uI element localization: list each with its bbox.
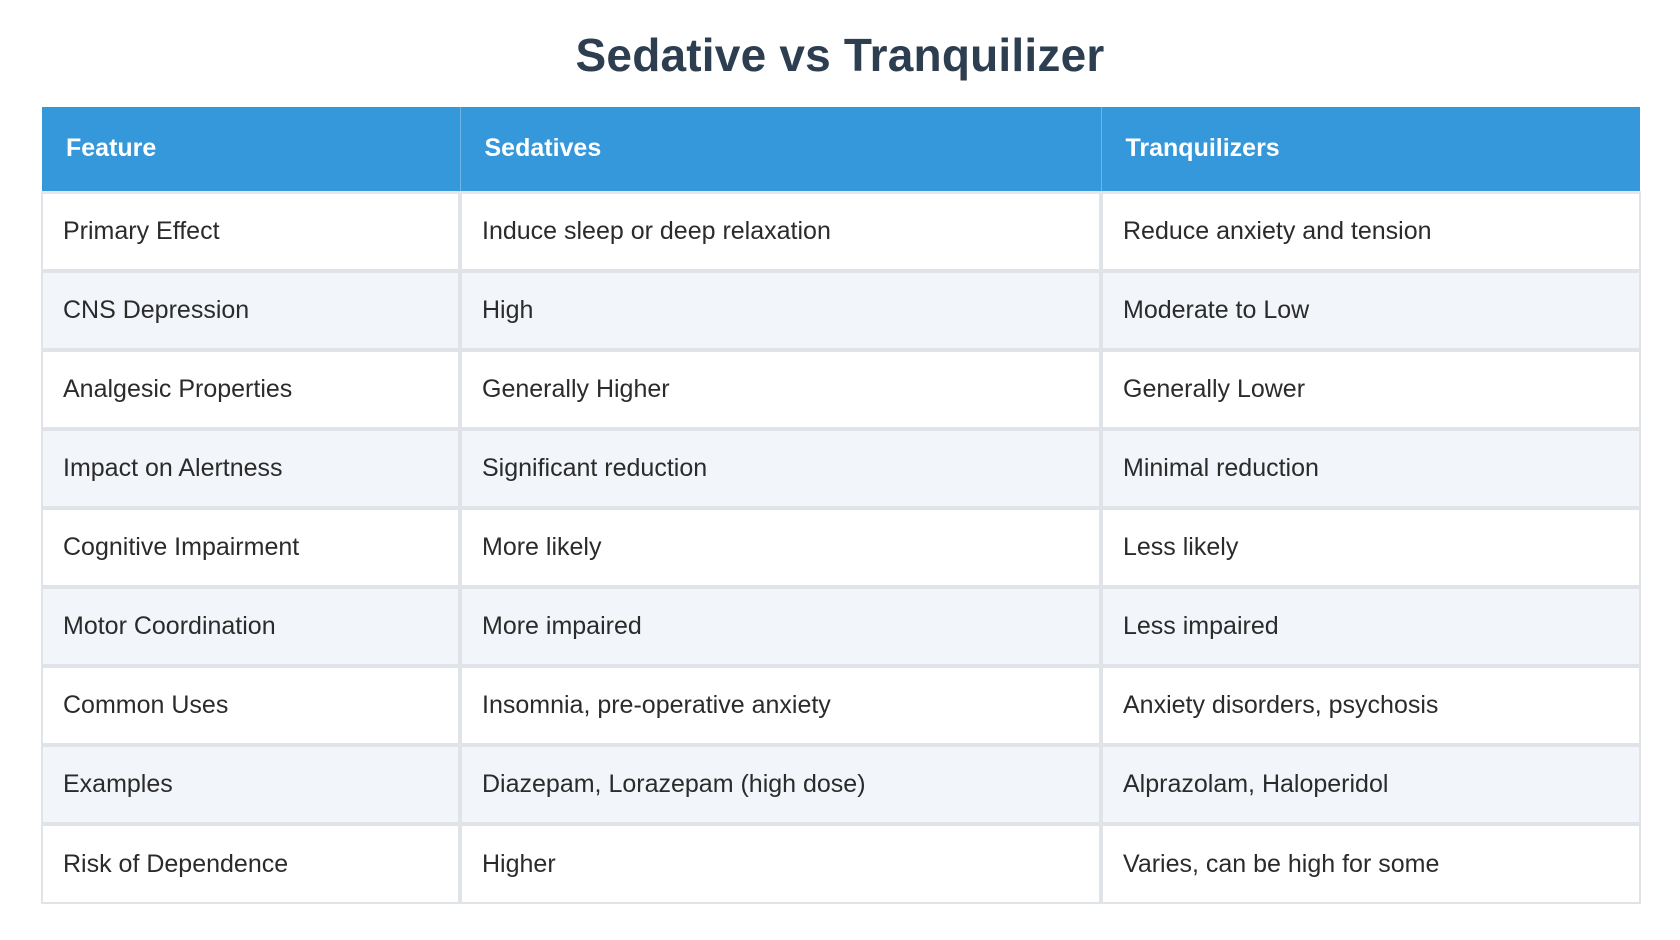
table-row — [42, 745, 1640, 824]
sedatives-cell: Diazepam, Lorazepam (high dose) — [460, 745, 1101, 824]
table-row — [42, 824, 1640, 903]
tranquilizers-cell: Anxiety disorders, psychosis — [1101, 666, 1640, 745]
feature-cell: Motor Coordination — [42, 587, 460, 666]
comparison-table — [41, 107, 1641, 904]
tranquilizers-cell: Varies, can be high for some — [1101, 824, 1640, 903]
table-row — [42, 429, 1640, 508]
page-title: Sedative vs Tranquilizer — [575, 29, 1105, 81]
table-header-row — [42, 107, 1640, 192]
header-feature: Feature — [42, 107, 460, 192]
sedatives-cell: Higher — [460, 824, 1101, 903]
table-row — [42, 192, 1640, 271]
feature-cell: Analgesic Properties — [42, 350, 460, 429]
tranquilizers-cell: Reduce anxiety and tension — [1101, 192, 1640, 271]
feature-cell: Cognitive Impairment — [42, 508, 460, 587]
table-row — [42, 350, 1640, 429]
comparison-table-container — [41, 107, 1639, 904]
tranquilizers-cell: Minimal reduction — [1101, 429, 1640, 508]
feature-cell: Risk of Dependence — [42, 824, 460, 903]
sedatives-cell: More impaired — [460, 587, 1101, 666]
tranquilizers-cell: Less impaired — [1101, 587, 1640, 666]
sedatives-cell: Induce sleep or deep relaxation — [460, 192, 1101, 271]
table-row — [42, 508, 1640, 587]
header-sedatives: Sedatives — [460, 107, 1101, 192]
table-row — [42, 666, 1640, 745]
tranquilizers-cell: Generally Lower — [1101, 350, 1640, 429]
feature-cell: Common Uses — [42, 666, 460, 745]
sedatives-cell: Significant reduction — [460, 429, 1101, 508]
feature-cell: Impact on Alertness — [42, 429, 460, 508]
feature-cell: Primary Effect — [42, 192, 460, 271]
sedatives-cell: Insomnia, pre-operative anxiety — [460, 666, 1101, 745]
feature-cell: Examples — [42, 745, 460, 824]
tranquilizers-cell: Alprazolam, Haloperidol — [1101, 745, 1640, 824]
sedatives-cell: Generally Higher — [460, 350, 1101, 429]
feature-cell: CNS Depression — [42, 271, 460, 350]
sedatives-cell: More likely — [460, 508, 1101, 587]
table-row — [42, 587, 1640, 666]
tranquilizers-cell: Moderate to Low — [1101, 271, 1640, 350]
sedatives-cell: High — [460, 271, 1101, 350]
tranquilizers-cell: Less likely — [1101, 508, 1640, 587]
header-tranquilizers: Tranquilizers — [1101, 107, 1640, 192]
table-row — [42, 271, 1640, 350]
